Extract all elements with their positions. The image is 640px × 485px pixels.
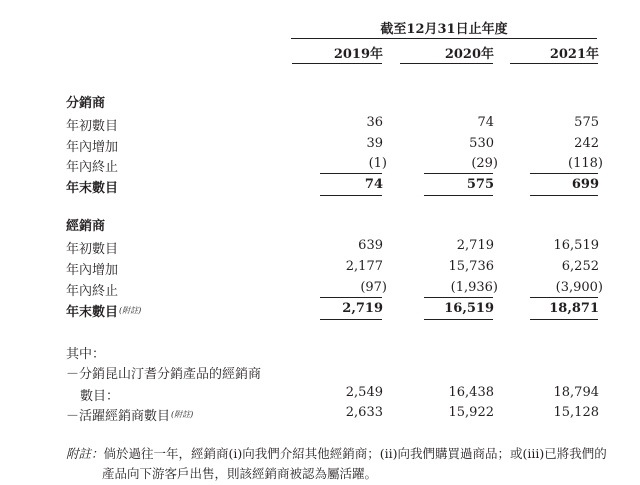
distributors-terminations-2020: (29): [471, 156, 498, 171]
year-2021-header: 2021年: [549, 47, 599, 62]
distributors-additions-2020: 530: [469, 136, 494, 151]
distributors-terminations-2019: (1): [368, 156, 387, 171]
distributors-terminations-label: 年內終止: [66, 160, 119, 175]
dealers-total-rule-2021: [530, 319, 598, 320]
breakdown-item2-note-mark: (附註): [171, 410, 194, 419]
distributors-additions-2019: 39: [366, 136, 383, 151]
year-2020-header: 2020年: [444, 47, 494, 62]
year-2019-header: 2019年: [333, 47, 383, 62]
dealers-terminations-2020: (1,936): [450, 280, 498, 295]
dealers-closing-2021: 18,871: [549, 301, 599, 316]
distributors-subtotal-rule-2020: [424, 173, 493, 174]
breakdown-item2-2021: 15,128: [553, 405, 599, 420]
distributors-additions-label: 年內增加: [66, 140, 119, 155]
dealers-opening-2020: 2,719: [456, 238, 494, 253]
distributors-opening-2020: 74: [477, 115, 494, 130]
breakdown-item1-line1: －分銷昆山汀耆分銷產品的經銷商: [66, 367, 262, 382]
dealers-terminations-label: 年內終止: [66, 284, 119, 299]
dealers-additions-2021: 6,252: [561, 259, 599, 274]
dealers-closing-note-mark: (附註): [119, 306, 142, 315]
footnote-text-line1: 倘於過往一年，經銷商(i)向我們介紹其他經銷商；(ii)向我們購買過商品；或(iii)已將我們的: [103, 446, 607, 461]
breakdown-item2-label: [66, 405, 193, 424]
period-title: 截至12月31日止年度: [380, 22, 508, 37]
distributors-total-rule-2020: [424, 195, 493, 196]
distributors-total-rule-2021: [530, 195, 598, 196]
breakdown-item2-label-text: －活躍經銷商數目: [66, 409, 171, 424]
distributors-closing-2020: 575: [466, 177, 494, 192]
dealers-total-rule-2019: [320, 319, 382, 320]
footnote-line1: [66, 444, 607, 462]
distributors-opening-label: 年初數目: [66, 119, 119, 134]
footnote-text-line2: 產品向下游客戶出售，則該經銷商被認為屬活躍。: [102, 466, 378, 481]
dealers-opening-2019: 639: [358, 238, 383, 253]
dealers-subtotal-rule-2019: [320, 297, 382, 298]
dealers-additions-2019: 2,177: [345, 259, 383, 274]
distributors-subtotal-rule-2021: [530, 173, 598, 174]
year-2020-underline: [400, 63, 493, 64]
distributors-title: 分銷商: [66, 96, 106, 111]
breakdown-item1-2021: 18,794: [553, 385, 599, 400]
distributors-opening-2021: 575: [574, 115, 599, 130]
distributors-opening-2019: 36: [366, 115, 383, 130]
distributors-closing-2021: 699: [571, 177, 599, 192]
distributors-total-rule-2019: [320, 195, 382, 196]
breakdown-item2-2020: 15,922: [448, 405, 494, 420]
header-rule: [291, 38, 597, 39]
distributors-closing-2019: 74: [364, 177, 383, 192]
distributors-subtotal-rule-2019: [320, 173, 382, 174]
dealers-subtotal-rule-2020: [424, 297, 493, 298]
distributors-additions-2021: 242: [574, 136, 599, 151]
dealers-additions-2020: 15,736: [448, 259, 494, 274]
dealers-total-rule-2020: [424, 319, 493, 320]
year-2021-underline: [510, 63, 598, 64]
breakdown-item1-2020: 16,438: [448, 385, 494, 400]
year-2019-underline: [292, 63, 382, 64]
dealers-additions-label: 年內增加: [66, 263, 119, 278]
dealers-opening-2021: 16,519: [553, 238, 599, 253]
dealers-closing-label-text: 年末數目: [66, 305, 119, 320]
breakdown-item1-line2: 數目：: [80, 389, 120, 404]
dealers-subtotal-rule-2021: [530, 297, 598, 298]
dealers-terminations-2021: (3,900): [555, 280, 603, 295]
distributors-closing-label: 年末數目: [66, 181, 119, 196]
distributors-terminations-2021: (118): [568, 156, 603, 171]
dealers-closing-2020: 16,519: [444, 301, 494, 316]
dealers-terminations-2019: (97): [360, 280, 387, 295]
dealers-closing-label: [66, 301, 141, 320]
dealers-opening-label: 年初數目: [66, 242, 119, 257]
breakdown-title: 其中：: [66, 347, 106, 362]
dealers-title: 經銷商: [66, 219, 106, 234]
footnote-label: 附註：: [66, 446, 104, 461]
breakdown-item2-2019: 2,633: [345, 405, 383, 420]
dealers-closing-2019: 2,719: [342, 301, 383, 316]
breakdown-item1-2019: 2,549: [345, 385, 383, 400]
